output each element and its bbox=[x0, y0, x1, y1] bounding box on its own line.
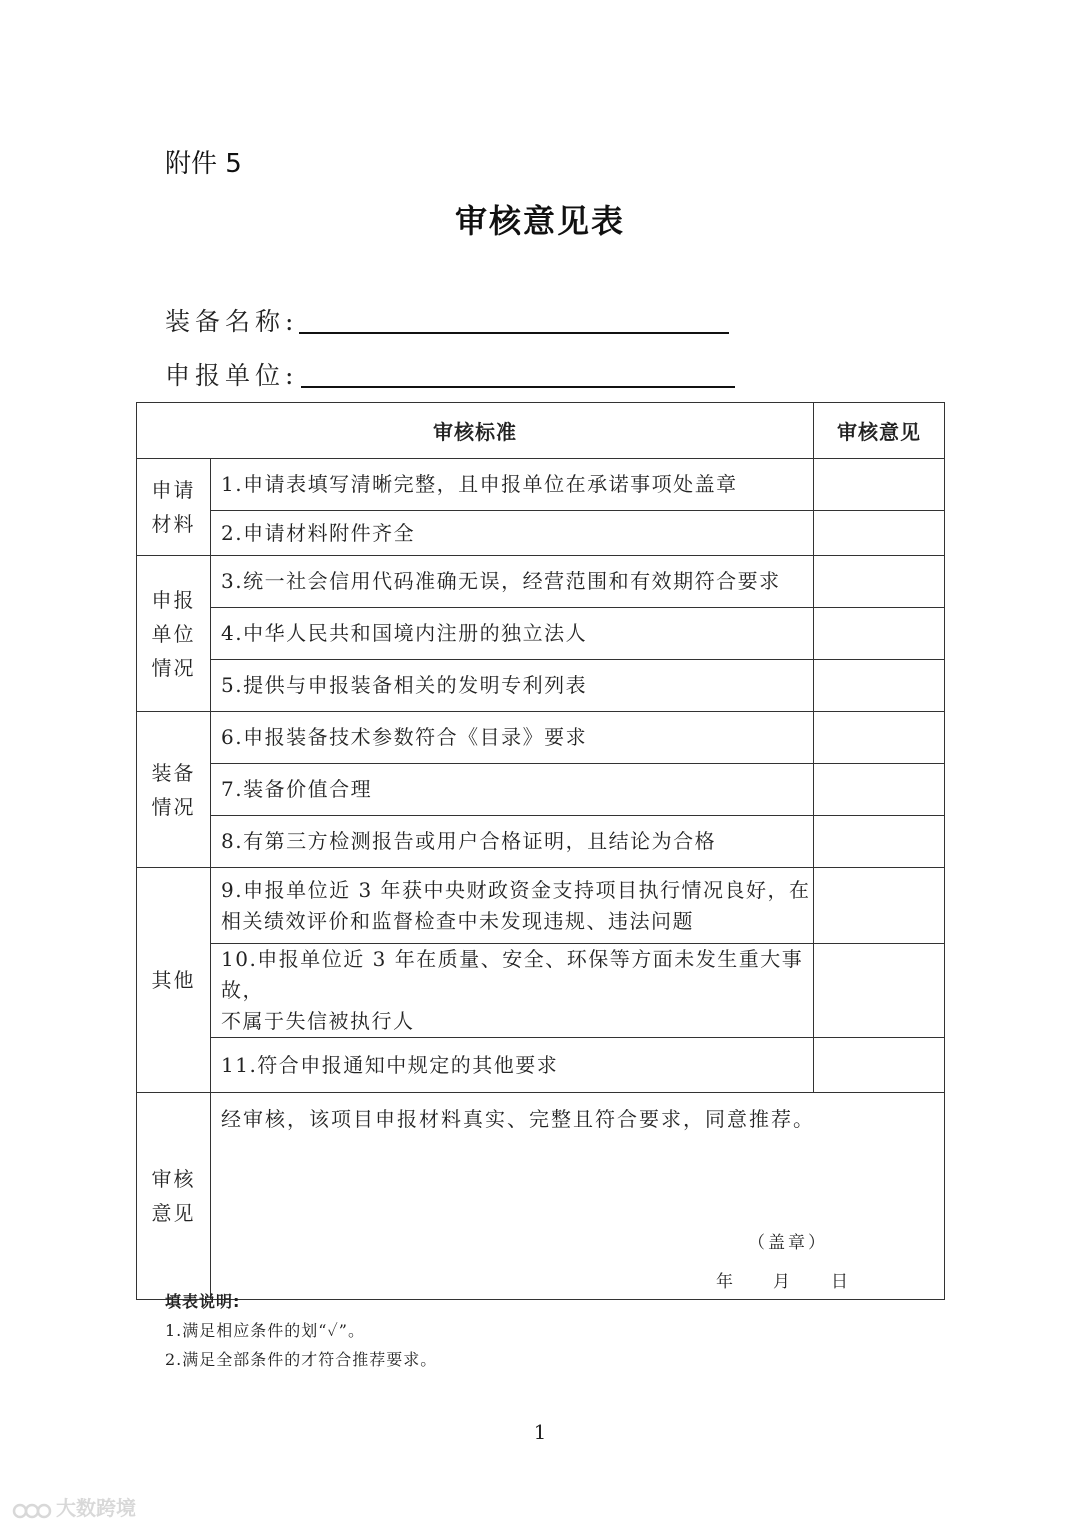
table-row bbox=[137, 944, 945, 1038]
table-row bbox=[137, 660, 945, 712]
category-materials: 申请 材料 bbox=[137, 459, 211, 556]
criterion-9: 9.申报单位近 3 年获中央财政资金支持项目执行情况良好，在 相关绩效评价和监督检查中未发现违规、违法问题 bbox=[211, 868, 814, 944]
field-applicant-unit bbox=[165, 356, 298, 392]
opinion-cell[interactable] bbox=[814, 944, 945, 1038]
watermark-text: 大数跨境 bbox=[56, 1496, 136, 1520]
review-opinion-text: 经审核，该项目申报材料真实、完整且符合要求，同意推荐。 bbox=[221, 1107, 815, 1131]
table-row bbox=[137, 511, 945, 556]
fill-in-line[interactable] bbox=[299, 332, 729, 334]
criterion-3: 3.统一社会信用代码准确无误，经营范围和有效期符合要求 bbox=[211, 556, 814, 608]
criterion-7: 7.装备价值合理 bbox=[211, 764, 814, 816]
criterion-5: 5.提供与申报装备相关的发明专利列表 bbox=[211, 660, 814, 712]
opinion-cell[interactable] bbox=[814, 511, 945, 556]
criterion-8: 8.有第三方检测报告或用户合格证明，且结论为合格 bbox=[211, 816, 814, 868]
review-table bbox=[136, 402, 945, 1300]
opinion-cell[interactable] bbox=[814, 1038, 945, 1093]
criterion-10: 10.申报单位近 3 年在质量、安全、环保等方面未发生重大事故， 不属于失信被执行人 bbox=[211, 944, 814, 1038]
filling-instructions bbox=[165, 1287, 437, 1374]
criterion-4: 4.中华人民共和国境内注册的独立法人 bbox=[211, 608, 814, 660]
opinion-cell[interactable] bbox=[814, 608, 945, 660]
instructions-title: 填表说明: bbox=[165, 1292, 241, 1311]
table-header-row bbox=[137, 403, 945, 459]
table-row bbox=[137, 868, 945, 944]
opinion-cell[interactable] bbox=[814, 459, 945, 511]
criterion-6: 6.申报装备技术参数符合《目录》要求 bbox=[211, 712, 814, 764]
table-row bbox=[137, 608, 945, 660]
opinion-cell[interactable] bbox=[814, 816, 945, 868]
page-title: 审核意见表 bbox=[454, 202, 625, 240]
opinion-cell[interactable] bbox=[814, 556, 945, 608]
category-other: 其他 bbox=[137, 868, 211, 1093]
fill-in-line[interactable] bbox=[301, 386, 735, 388]
opinion-cell[interactable] bbox=[814, 868, 945, 944]
instruction-item: 2.满足全部条件的才符合推荐要求。 bbox=[165, 1350, 438, 1369]
opinion-cell[interactable] bbox=[814, 712, 945, 764]
field-equipment-name bbox=[165, 302, 298, 338]
seal-placeholder: （盖章） bbox=[748, 1233, 828, 1253]
attachment-label: 附件 5 bbox=[165, 149, 242, 179]
field-label: 装备名称: bbox=[165, 307, 299, 336]
opinion-cell[interactable] bbox=[814, 764, 945, 816]
opinion-cell[interactable] bbox=[814, 660, 945, 712]
instruction-item: 1.满足相应条件的划“✓”。 bbox=[165, 1321, 365, 1340]
date-year: 年 bbox=[716, 1272, 733, 1292]
header-opinion: 审核意见 bbox=[814, 403, 945, 459]
watermark bbox=[12, 1492, 136, 1521]
review-opinion-area[interactable] bbox=[211, 1093, 945, 1300]
table-row bbox=[137, 816, 945, 868]
category-equipment: 装备 情况 bbox=[137, 712, 211, 868]
category-review-opinion: 审核 意见 bbox=[137, 1093, 211, 1300]
table-row bbox=[137, 764, 945, 816]
field-label: 申报单位: bbox=[165, 361, 299, 390]
watermark-logo-icon bbox=[12, 1499, 52, 1521]
table-row bbox=[137, 556, 945, 608]
table-row bbox=[137, 1038, 945, 1093]
category-applicant: 申报 单位 情况 bbox=[137, 556, 211, 712]
page-number: 1 bbox=[533, 1420, 547, 1444]
review-opinion-row bbox=[137, 1093, 945, 1300]
table-row bbox=[137, 459, 945, 511]
criterion-2: 2.申请材料附件齐全 bbox=[211, 511, 814, 556]
date-day: 日 bbox=[831, 1272, 848, 1292]
table-row bbox=[137, 712, 945, 764]
criterion-11: 11.符合申报通知中规定的其他要求 bbox=[211, 1038, 814, 1093]
date-month: 月 bbox=[773, 1272, 790, 1292]
criterion-1: 1.申请表填写清晰完整，且申报单位在承诺事项处盖章 bbox=[211, 459, 814, 511]
header-criteria: 审核标准 bbox=[137, 403, 814, 459]
